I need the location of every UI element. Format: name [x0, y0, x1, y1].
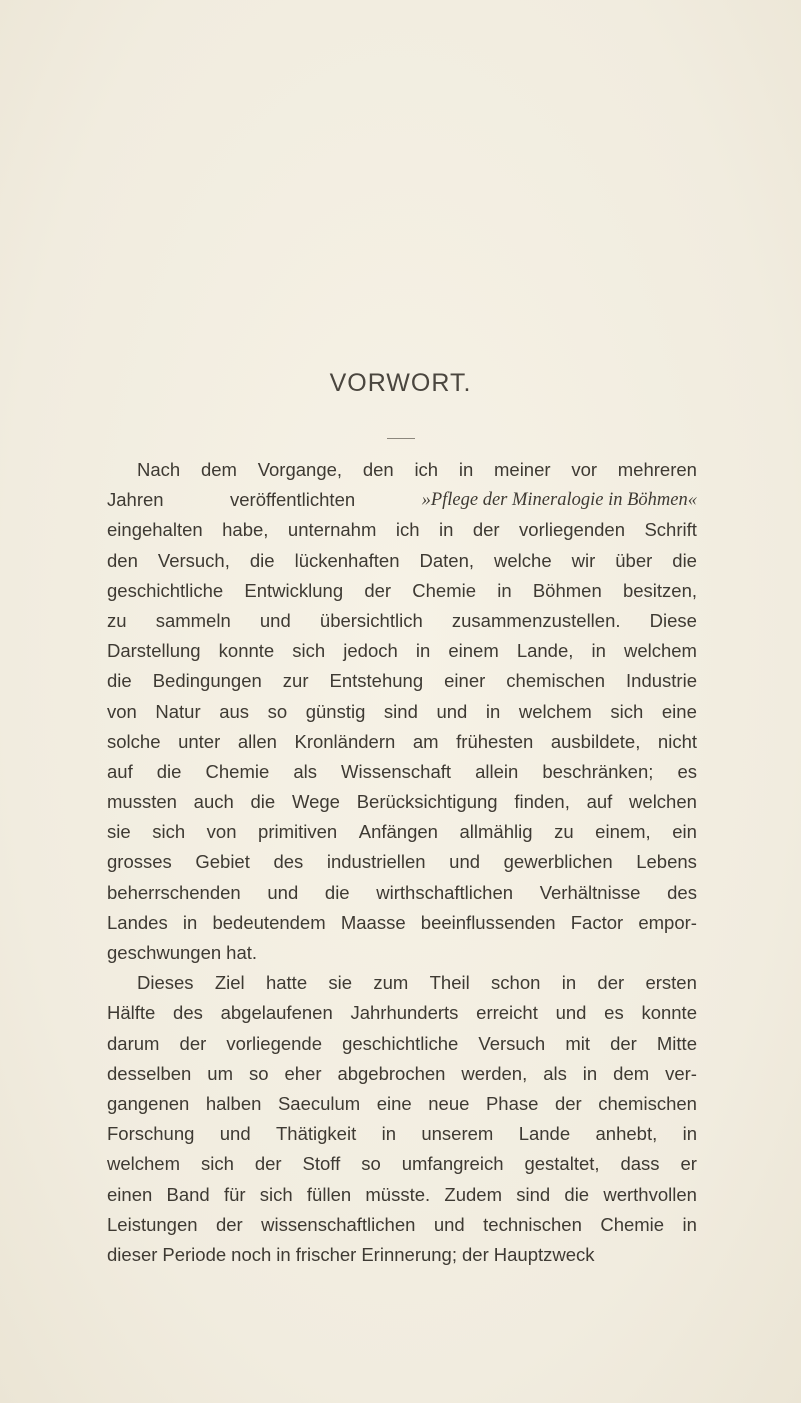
word: beeinflussenden	[420, 911, 556, 933]
word: die	[324, 881, 350, 903]
word: desselben	[107, 1062, 192, 1084]
word: in	[381, 1123, 396, 1145]
word: Nach	[137, 459, 181, 480]
word: frühesten	[456, 730, 534, 752]
text-line	[107, 757, 697, 787]
text-line	[107, 998, 697, 1028]
word: er	[680, 1153, 697, 1175]
word: welchen	[629, 791, 697, 813]
word: Forschung	[107, 1123, 195, 1145]
word: Verhältnisse	[539, 881, 641, 903]
text-line	[107, 878, 697, 908]
word: gewerblichen	[503, 851, 613, 873]
text-line	[107, 1059, 697, 1089]
word: technischen	[483, 1213, 582, 1235]
word: zu	[107, 609, 127, 631]
word: den	[362, 459, 394, 480]
word: Schrift	[644, 519, 697, 541]
word: zu	[554, 821, 574, 843]
word: es	[677, 760, 697, 782]
text-line	[107, 1029, 697, 1059]
word: sie	[107, 821, 131, 843]
word: der	[597, 972, 625, 994]
word: wissenschaftlichen	[261, 1213, 416, 1235]
text-line	[107, 515, 697, 545]
word: auf	[107, 760, 133, 782]
word: so	[267, 700, 288, 722]
word: Leistungen	[107, 1213, 198, 1235]
word: um	[207, 1062, 233, 1084]
word: lückenhaften	[294, 549, 400, 571]
page-title: VORWORT.	[329, 369, 472, 397]
word: chemischen	[506, 670, 606, 692]
word: ein	[672, 821, 697, 843]
word: allein	[475, 760, 519, 782]
word: Saeculum	[277, 1092, 361, 1114]
word: die	[249, 549, 275, 571]
text-line	[107, 455, 697, 485]
word: und	[259, 609, 291, 631]
text-line	[107, 1210, 697, 1240]
word: dem	[200, 459, 237, 480]
word: Theil	[429, 972, 470, 994]
word: Darstellung	[107, 640, 201, 662]
word: in	[497, 579, 512, 601]
word: Band	[166, 1183, 210, 1205]
word: die	[672, 549, 697, 571]
word: Factor	[570, 911, 624, 933]
text-line	[107, 1089, 697, 1119]
text-line	[107, 968, 697, 998]
word: gestaltet,	[524, 1153, 600, 1175]
word: eher	[284, 1062, 322, 1084]
word: Berücksichtigung	[356, 791, 498, 813]
word: dass	[620, 1153, 660, 1175]
word: sich	[292, 640, 326, 662]
word: vorliegenden	[519, 519, 625, 541]
word: die	[107, 670, 132, 692]
text-line	[107, 576, 697, 606]
word: in	[276, 1243, 291, 1265]
word: der	[254, 1153, 282, 1175]
word: halben	[205, 1092, 262, 1114]
word: und	[219, 1123, 251, 1145]
word: in	[182, 911, 198, 933]
word: konnte	[641, 1002, 697, 1024]
word: von	[107, 700, 137, 722]
word: bedeutendem	[212, 911, 326, 933]
word: Böhmen	[532, 579, 602, 601]
word: Entstehung	[329, 670, 424, 692]
word: Lande	[518, 1123, 571, 1145]
word: schon	[491, 972, 541, 994]
word: in	[438, 519, 454, 541]
word: Anfängen	[358, 821, 438, 843]
word: die	[250, 791, 276, 813]
word: hat.	[226, 942, 258, 963]
word: neue	[428, 1092, 470, 1114]
word: sich	[259, 1183, 293, 1205]
word: primitiven	[258, 821, 338, 843]
word: in	[458, 459, 474, 480]
word: einem,	[595, 821, 651, 843]
word: der	[364, 579, 392, 601]
word: Kronländern	[294, 730, 396, 752]
word: ich	[395, 519, 420, 541]
word: Gebiet	[195, 851, 250, 873]
text-line	[107, 606, 697, 636]
word: Bedingungen	[152, 670, 262, 692]
word: Jahren	[107, 489, 164, 511]
word: unserem	[421, 1123, 494, 1145]
word: Natur	[155, 700, 201, 722]
word: chemischen	[598, 1092, 697, 1114]
word: und	[433, 1213, 465, 1235]
text-line	[107, 1149, 697, 1179]
word: umfangreich	[401, 1153, 504, 1175]
word: Wissenschaft	[341, 760, 452, 782]
word: noch	[231, 1243, 272, 1265]
word: hatte	[265, 972, 308, 994]
title-divider	[387, 438, 415, 439]
word: auch	[193, 791, 234, 813]
word: Periode	[162, 1243, 227, 1265]
word: sie	[328, 972, 353, 994]
word: frischer	[295, 1243, 357, 1265]
word: unternahm	[287, 519, 377, 541]
word: der	[610, 1032, 637, 1054]
word: des	[173, 1002, 203, 1024]
word: meiner	[494, 459, 551, 480]
word: für	[223, 1183, 246, 1205]
word: in	[561, 972, 577, 994]
word: Vorgange,	[257, 459, 343, 480]
word: in	[682, 1123, 697, 1145]
text-line	[107, 1119, 697, 1149]
word: und	[436, 700, 468, 722]
word: Hälfte	[107, 1002, 156, 1024]
word: Zudem	[444, 1183, 502, 1205]
word: zusammenzustellen.	[451, 609, 621, 631]
word: Lebens	[636, 851, 697, 873]
word: eingehalten	[107, 519, 203, 541]
word: ausbildete,	[550, 730, 641, 752]
text-line	[107, 847, 697, 877]
word: Thätigkeit	[276, 1123, 357, 1145]
word: werthvollen	[603, 1183, 697, 1205]
word: am	[412, 730, 439, 752]
word: Daten,	[419, 549, 475, 571]
word: Versuch	[478, 1032, 546, 1054]
word: sich	[610, 700, 644, 722]
word: welchem	[518, 700, 592, 722]
word: der	[472, 519, 500, 541]
word: der	[179, 1032, 207, 1054]
word: in	[485, 700, 501, 722]
text-line	[107, 727, 697, 757]
text-line	[107, 485, 697, 515]
word: Diese	[649, 609, 697, 631]
word: Mitte	[656, 1032, 697, 1054]
word: allmählig	[459, 821, 533, 843]
text-line	[107, 636, 697, 666]
word: der	[554, 1092, 582, 1114]
word: günstig	[305, 700, 366, 722]
word: welchem	[107, 1153, 180, 1175]
word: industriellen	[326, 851, 426, 873]
text-line	[107, 697, 697, 727]
word: ersten	[645, 972, 697, 994]
paragraph	[107, 455, 697, 968]
word: Dieses	[137, 972, 194, 994]
word: gangenen	[107, 1092, 190, 1114]
word: übersichtlich	[319, 609, 423, 631]
word: geschichtliche	[107, 579, 224, 601]
word: habe,	[222, 519, 269, 541]
word: Industrie	[626, 670, 697, 692]
word: Entwicklung	[244, 579, 344, 601]
word: allen	[237, 730, 277, 752]
paragraph	[107, 968, 697, 1270]
text-line	[107, 938, 697, 968]
word: beschränken;	[542, 760, 654, 782]
word: finden,	[514, 791, 570, 813]
word: eine	[661, 700, 697, 722]
word: konnte	[218, 640, 275, 662]
word: in	[682, 1213, 697, 1235]
word: ich	[414, 459, 439, 480]
word: welche	[494, 549, 552, 571]
word: zur	[282, 670, 309, 692]
word: einen	[107, 1183, 153, 1205]
word: darum	[107, 1032, 160, 1054]
word: aus	[219, 700, 250, 722]
word: der	[215, 1213, 243, 1235]
word: so	[248, 1062, 269, 1084]
word: Maasse	[340, 911, 406, 933]
word: die	[156, 760, 182, 782]
word: wirthschaftlichen	[376, 881, 514, 903]
word: grosses	[107, 851, 172, 873]
word: es	[604, 1002, 624, 1024]
word: unter	[178, 730, 221, 752]
text-line	[107, 817, 697, 847]
word: Lande,	[516, 640, 574, 662]
word: des	[667, 881, 697, 903]
word: füllen	[306, 1183, 352, 1205]
word: welchem	[623, 640, 697, 662]
word: der	[462, 1243, 489, 1265]
word: Stoff	[302, 1153, 341, 1175]
text-line	[107, 908, 697, 938]
word: Chemie	[600, 1213, 665, 1235]
word: jedoch	[343, 640, 398, 662]
text-line	[107, 666, 697, 696]
body-text	[107, 455, 697, 1270]
word: vor	[571, 459, 598, 480]
word: Chemie	[205, 760, 270, 782]
word: Landes	[107, 911, 168, 933]
word: Wege	[291, 791, 340, 813]
word: abgelaufenen	[220, 1002, 333, 1024]
word: dem	[613, 1062, 650, 1084]
word: müsste.	[365, 1183, 431, 1205]
word: einer	[444, 670, 486, 692]
word: sich	[152, 821, 186, 843]
word: veröffentlichten	[230, 489, 356, 511]
word: sind	[383, 700, 418, 722]
word: und	[449, 851, 481, 873]
word: und	[555, 1002, 587, 1024]
word: Jahrhunderts	[350, 1002, 459, 1024]
word: Versuch,	[157, 549, 230, 571]
word: dieser	[107, 1243, 158, 1265]
word: solche	[107, 730, 161, 752]
word: geschwungen	[107, 942, 222, 963]
word: in	[591, 640, 606, 662]
word: werden,	[461, 1062, 528, 1084]
word: erreicht	[476, 1002, 538, 1024]
word: von	[206, 821, 237, 843]
word: nicht	[657, 730, 697, 752]
text-line	[107, 546, 697, 576]
word: den	[107, 549, 138, 571]
word: geschichtliche	[342, 1032, 459, 1054]
word: in	[582, 1062, 598, 1084]
word: »Pflege der Mineralogie in Böhmen«	[421, 490, 697, 511]
word: Erinnerung;	[361, 1243, 457, 1265]
word: des	[273, 851, 304, 873]
word: abgebrochen	[337, 1062, 446, 1084]
word: ver-	[665, 1062, 697, 1084]
word: sammeln	[155, 609, 231, 631]
word: als	[543, 1062, 567, 1084]
word: und	[267, 881, 299, 903]
word: wir	[571, 549, 596, 571]
word: mehreren	[617, 459, 697, 480]
word: anhebt,	[595, 1123, 658, 1145]
word: beherrschenden	[107, 881, 241, 903]
word: besitzen,	[622, 579, 697, 601]
text-line	[107, 1240, 697, 1270]
word: zum	[373, 972, 409, 994]
word: sind	[516, 1183, 551, 1205]
word: Phase	[485, 1092, 539, 1114]
word: eine	[376, 1092, 412, 1114]
word: Hauptzweck	[493, 1243, 595, 1265]
word: einem	[448, 640, 499, 662]
text-line	[107, 1180, 697, 1210]
word: als	[293, 760, 317, 782]
word: in	[415, 640, 431, 662]
word: vorliegende	[226, 1032, 323, 1054]
word: Chemie	[412, 579, 477, 601]
word: Ziel	[214, 972, 245, 994]
word: die	[564, 1183, 590, 1205]
word: mussten	[107, 791, 177, 813]
word: auf	[586, 791, 613, 813]
text-line	[107, 787, 697, 817]
word: mit	[565, 1032, 590, 1054]
word: empor-	[638, 911, 697, 933]
word: über	[615, 549, 653, 571]
word: sich	[200, 1153, 234, 1175]
word: so	[361, 1153, 381, 1175]
